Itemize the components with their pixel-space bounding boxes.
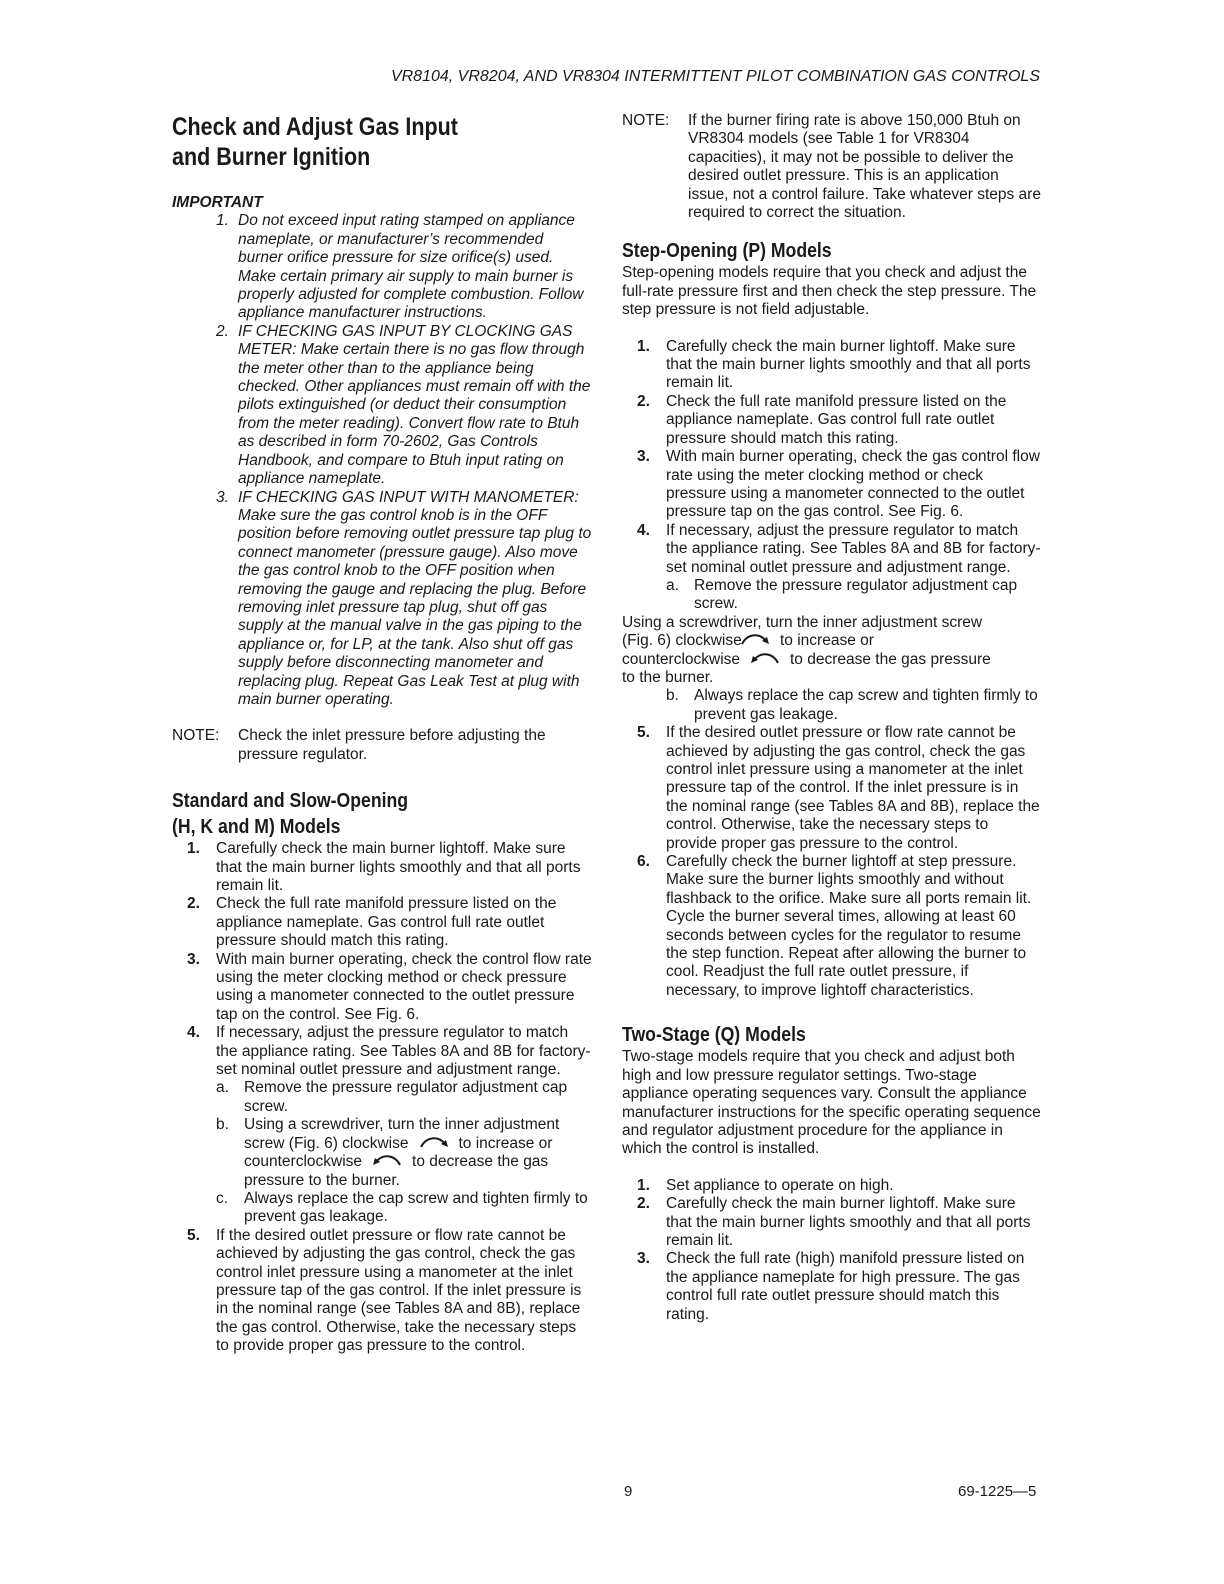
step-number: 3. — [637, 448, 650, 466]
important-item — [172, 489, 592, 710]
section-heading-check-adjust — [172, 112, 533, 172]
important-item — [172, 323, 592, 489]
two-stage-steps — [622, 1177, 1042, 1324]
section-heading-two-stage: Two-Stage (Q) Models — [622, 1023, 806, 1047]
two-stage-intro: Two-stage models require that you check and adjust both high and low pressure regulator settings. Two-stage appliance operating sequences vary. Consult the appliance manufacturer instructions for the specific operating sequence and regulator adjustment procedure for the appliance in which the control is installed. — [622, 1048, 1041, 1158]
step-number: 1. — [187, 840, 200, 858]
step-opening-steps — [622, 338, 1042, 614]
substep-letter: b. — [666, 687, 679, 705]
step-text: Carefully check the main burner lightoff. Make sure that the main burner lights smoothly and that all ports remain lit. — [216, 840, 581, 894]
substep-item — [666, 687, 1042, 724]
step-number: 5. — [637, 724, 650, 742]
item-number: 3. — [216, 488, 229, 506]
step-item — [172, 951, 592, 1025]
line-text: (Fig. 6) clockwise — [622, 632, 742, 650]
line-text: to decrease the gas pressure — [790, 650, 991, 668]
step-item — [622, 338, 1042, 393]
substep-letter: b. — [216, 1116, 229, 1134]
substep-letter: a. — [666, 576, 679, 594]
screw-adjustment-paragraph — [622, 614, 1042, 688]
step-number: 2. — [637, 1195, 650, 1213]
counterclockwise-arrow-icon — [370, 1153, 404, 1167]
substeps — [666, 687, 1042, 724]
step-text: Check the full rate manifold pressure listed on the appliance nameplate. Gas control full rate outlet pressure should match this rating. — [666, 392, 1007, 447]
step-text: With main burner operating, check the control flow rate using the meter clocking method or check pressure using a manometer connected to the outlet pressure tap on the control. See Fig. 6. — [216, 950, 592, 1023]
step-item — [622, 1195, 1042, 1250]
step-number: 6. — [637, 853, 650, 871]
step-item — [172, 895, 592, 950]
important-list — [172, 212, 592, 709]
step-text: Carefully check the main burner lightoff. Make sure that the main burner lights smoothly and that all ports remain lit. — [666, 1195, 1031, 1249]
document-number: 69-1225—5 — [958, 1483, 1037, 1500]
paragraph-line: Using a screwdriver, turn the inner adjustment screw — [622, 613, 983, 631]
running-header: VR8104, VR8204, AND VR8304 INTERMITTENT PILOT COMBINATION GAS CONTROLS — [390, 68, 1040, 85]
step-item — [622, 1250, 1042, 1324]
item-text: IF CHECKING GAS INPUT WITH MANOMETER: Make sure the gas control knob is in the OFF position before removing outlet pressure tap plug to connect manometer (pressure gauge). Also move the gas control knob to the OFF position when removing the gauge and replacing the plug. Before removing inlet pressure tap plug, shut off gas supply at the manual valve in the gas piping to the appliance or, for LP, at the tank. Also shut off gas supply before disconnecting manometer and replacing plug. Repeat Gas Leak Test at plug with main burner operating. — [238, 488, 592, 708]
step-item — [172, 1227, 592, 1356]
heading-line: and Burner Ignition — [172, 143, 371, 171]
substep-text: Remove the pressure regulator adjustment cap screw. — [244, 1079, 568, 1115]
step-text: With main burner operating, check the gas control flow rate using the meter clocking method or check pressure using a manometer connected to the outlet pressure tap on the gas control. See Fig. 6. — [666, 448, 1040, 521]
standard-steps — [172, 840, 592, 1355]
item-text: Do not exceed input rating stamped on appliance nameplate, or manufacturer’s recommended burner orifice pressure for size orifice(s) used. Make certain primary air supply to main burner is properly adjusted for complete combustion. Follow appliance manufacturer instructions. — [238, 212, 584, 322]
step-item — [622, 724, 1042, 853]
clockwise-arrow-icon — [417, 1135, 451, 1149]
heading-line: Standard and Slow-Opening — [172, 789, 409, 813]
substeps — [216, 1079, 592, 1226]
paragraph-line: to the burner. — [622, 668, 714, 686]
substep-text: to increase or counterclockwise — [244, 1134, 553, 1171]
important-label: IMPORTANT — [172, 194, 263, 211]
line-text: to increase or — [780, 632, 874, 650]
substep-letter: a. — [216, 1079, 229, 1097]
item-number: 2. — [216, 322, 229, 340]
step-text: If the desired outlet pressure or flow rate cannot be achieved by adjusting the gas control, check the gas control inlet pressure using a manometer at the inlet pressure tap of the control. If the inlet pressure is in the nominal range (see Tables 8A and 8B), replace the control. Otherwise, take the necessary steps to provide proper gas pressure to the control. — [666, 724, 1040, 852]
heading-line: (H, K and M) Models — [172, 815, 341, 839]
step-item — [622, 393, 1042, 448]
step-item — [172, 840, 592, 895]
step-number: 4. — [187, 1024, 200, 1042]
step-item — [622, 853, 1042, 1000]
note-text: Check the inlet pressure before adjusting the pressure regulator. — [238, 727, 546, 763]
left-column — [172, 112, 592, 1356]
step-number: 1. — [637, 1176, 650, 1194]
step-text: Set appliance to operate on high. — [666, 1176, 894, 1194]
line-text: counterclockwise — [622, 650, 741, 668]
heading-line: Check and Adjust Gas Input — [172, 113, 458, 141]
step-number: 5. — [187, 1226, 200, 1244]
step-text: Check the full rate manifold pressure listed on the appliance nameplate. Gas control full rate outlet pressure should match this rating. — [216, 895, 557, 950]
clockwise-arrow-icon — [738, 632, 772, 646]
step-opening-steps-cont — [622, 687, 1042, 1000]
page-number: 9 — [624, 1483, 633, 1500]
step-number: 2. — [187, 895, 200, 913]
substep-item — [216, 1079, 592, 1116]
step-text: If necessary, adjust the pressure regulator to match the appliance rating. See Tables 8A and 8B for factory-set nominal outlet pressure and adjustment range. — [666, 521, 1041, 576]
substep-item — [666, 577, 1042, 614]
substep-item — [216, 1190, 592, 1227]
step-item — [622, 687, 1042, 724]
substep-text: Using a screwdriver, turn the inner adjustment screw (Fig. 6) clockwise — [244, 1116, 560, 1152]
item-number: 1. — [216, 212, 229, 230]
step-item — [172, 1024, 592, 1226]
counterclockwise-arrow-icon — [748, 651, 782, 665]
substep-text: Always replace the cap screw and tighten firmly to prevent gas leakage. — [244, 1189, 588, 1226]
section-heading-step-opening: Step-Opening (P) Models — [622, 239, 832, 263]
step-intro: Step-opening models require that you check and adjust the full-rate pressure first and then check the step pressure. The step pressure is not field adjustable. — [622, 264, 1037, 319]
step-item — [622, 1177, 1042, 1195]
step-number: 1. — [637, 337, 650, 355]
note-inlet-pressure — [172, 727, 592, 764]
step-text: If the desired outlet pressure or flow rate cannot be achieved by adjusting the gas control, check the gas control inlet pressure using a manometer at the inlet pressure tap of the gas control. If the inlet pressure is in the nominal range (see Tables 8A and 8B), replace the gas control. Otherwise, take the necessary steps to provide proper gas pressure to the control. — [216, 1226, 582, 1355]
item-text: IF CHECKING GAS INPUT BY CLOCKING GAS METER: Make certain there is no gas flow through the meter other than to the appliance being checked. Other appliances must remain off with the pilots extinguished (or deduct their consumption from the meter reading). Convert flow rate to Btuh as described in form 70-2602, Gas Controls Handbook, and compare to Btuh input rating on appliance nameplate. — [238, 322, 591, 488]
note-label: NOTE: — [172, 727, 220, 745]
step-number: 3. — [187, 950, 200, 968]
substeps — [666, 577, 1042, 614]
step-text: Check the full rate (high) manifold pressure listed on the appliance nameplate for high pressure. The gas control full rate outlet pressure should match this rating. — [666, 1250, 1025, 1323]
step-text: Carefully check the main burner lightoff. Make sure that the main burner lights smoothly and that all ports remain lit. — [666, 337, 1031, 392]
note-text: If the burner firing rate is above 150,000 Btuh on VR8304 models (see Table 1 for VR8304 capacities), it may not be possible to deliver the desired outlet pressure. This is an application issue, not a control failure. Take whatever steps are required to correct the situation. — [688, 112, 1041, 222]
step-number: 3. — [637, 1250, 650, 1268]
substep-letter: c. — [216, 1189, 229, 1207]
substep-item — [216, 1116, 592, 1190]
substep-text: to decrease the gas pressure to the burner. — [244, 1153, 549, 1189]
right-column — [622, 112, 1042, 1324]
substep-text: Always replace the cap screw and tighten firmly to prevent gas leakage. — [694, 687, 1038, 723]
important-item — [172, 212, 592, 322]
note-label: NOTE: — [622, 112, 670, 129]
step-item — [622, 448, 1042, 522]
step-text: If necessary, adjust the pressure regulator to match the appliance rating. See Tables 8A and 8B for factory-set nominal outlet pressure and adjustment range. — [216, 1024, 591, 1079]
step-text: Carefully check the burner lightoff at step pressure. Make sure the burner lights smoothly and without flashback to the orifice. Make sure all ports remain lit. Cycle the burner several times, allowing at least 60 seconds between cycles for the regulator to resume the step function. Repeat after allowing the burner to cool. Readjust the full rate outlet pressure, if necessary, to improve lightoff characteristics. — [666, 853, 1032, 999]
note-firing-rate — [622, 112, 1042, 222]
step-item — [622, 522, 1042, 614]
step-number: 4. — [637, 521, 650, 539]
paragraph-line — [622, 651, 1042, 669]
substep-text: Remove the pressure regulator adjustment cap screw. — [694, 576, 1018, 613]
step-number: 2. — [637, 392, 650, 410]
paragraph-line — [622, 632, 1042, 650]
section-heading-standard — [172, 788, 533, 840]
